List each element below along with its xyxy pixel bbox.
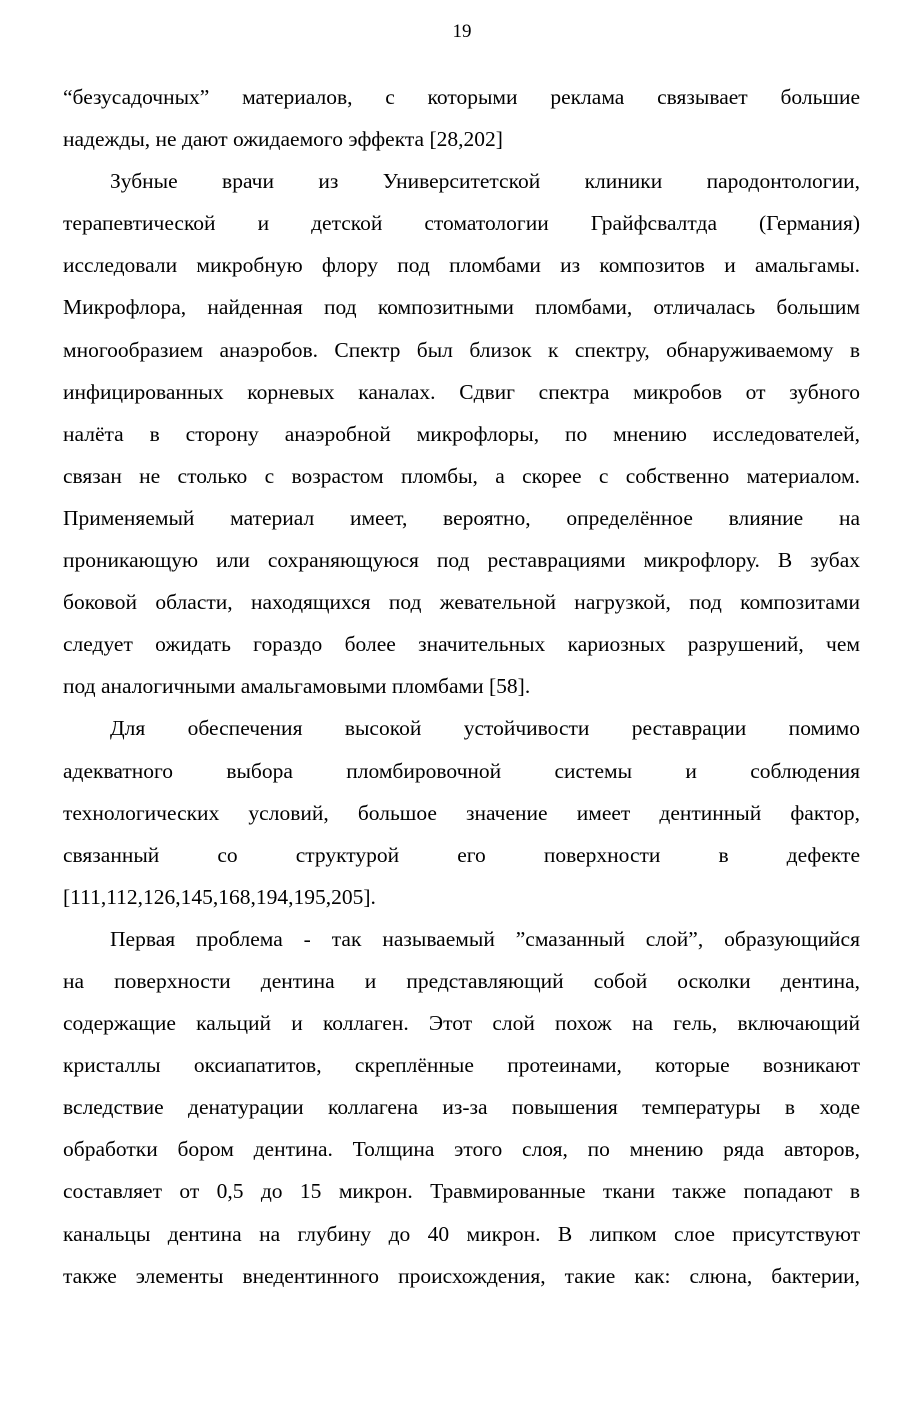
text-line: терапевтической и детской стоматологии Грайфсвалтда (Германия) (63, 211, 860, 236)
paragraph (63, 707, 860, 917)
page-body (63, 76, 860, 1297)
text-line: Первая проблема - так называемый ”смазанный слой”, образующийся (110, 926, 860, 951)
text-line: налёта в сторону анаэробной микрофлоры, по мнению исследователей, (63, 421, 860, 446)
text-line: исследовали микробную флору под пломбами из композитов и амальгамы. (63, 253, 860, 278)
paragraph (63, 160, 860, 707)
text-line: адекватного выбора пломбировочной системы и соблюдения (63, 758, 860, 783)
paragraph (63, 918, 860, 1297)
text-line: составляет от 0,5 до 15 микрон. Травмированные ткани также попадают в (63, 1179, 860, 1204)
text-line: под аналогичными амальгамовыми пломбами [58]. (63, 674, 531, 699)
text-line: связан не столько с возрастом пломбы, а скорее с собственно материалом. (63, 463, 860, 488)
text-line: обработки бором дентина. Толщина этого слоя, по мнению ряда авторов, (63, 1137, 860, 1162)
text-line: “безусадочных” материалов, с которыми реклама связывает большие (63, 85, 860, 109)
page-number: 19 (452, 21, 472, 42)
text-line: Зубные врачи из Университетской клиники пародонтологии, (110, 169, 860, 194)
paragraph (63, 76, 860, 160)
text-line: Для обеспечения высокой устойчивости реставрации помимо (110, 716, 860, 741)
text-line: технологических условий, большое значение имеет дентинный фактор, (63, 800, 860, 825)
text-line: на поверхности дентина и представляющий собой осколки дентина, (63, 968, 860, 993)
text-line: также элементы внедентинного происхождения, такие как: слюна, бактерии, (63, 1263, 860, 1288)
text-line: проникающую или сохраняющуюся под реставрациями микрофлору. В зубах (63, 548, 860, 573)
text-line: канальцы дентина на глубину до 40 микрон. В липком слое присутствуют (63, 1221, 860, 1246)
text-line: инфицированных корневых каналах. Сдвиг спектра микробов от зубного (63, 379, 860, 404)
text-line: содержащие кальций и коллаген. Этот слой похож на гель, включающий (63, 1011, 860, 1036)
text-line: кристаллы оксиапатитов, скреплённые протеинами, которые возникают (63, 1053, 860, 1078)
text-line: [111,112,126,145,168,194,195,205]. (63, 884, 376, 909)
text-line: многообразием анаэробов. Спектр был близок к спектру, обнаруживаемому в (63, 337, 860, 362)
text-line: следует ожидать гораздо более значительных кариозных разрушений, чем (63, 632, 860, 657)
text-line: Микрофлора, найденная под композитными пломбами, отличалась большим (63, 295, 860, 320)
text-line: надежды, не дают ожидаемого эффекта [28,202] (63, 127, 503, 152)
text-line: вследствие денатурации коллагена из-за повышения температуры в ходе (63, 1095, 860, 1120)
text-line: боковой области, находящихся под жевательной нагрузкой, под композитами (63, 590, 860, 615)
text-line: Применяемый материал имеет, вероятно, определённое влияние на (63, 505, 860, 530)
text-line: связанный со структурой его поверхности в дефекте (63, 842, 860, 867)
